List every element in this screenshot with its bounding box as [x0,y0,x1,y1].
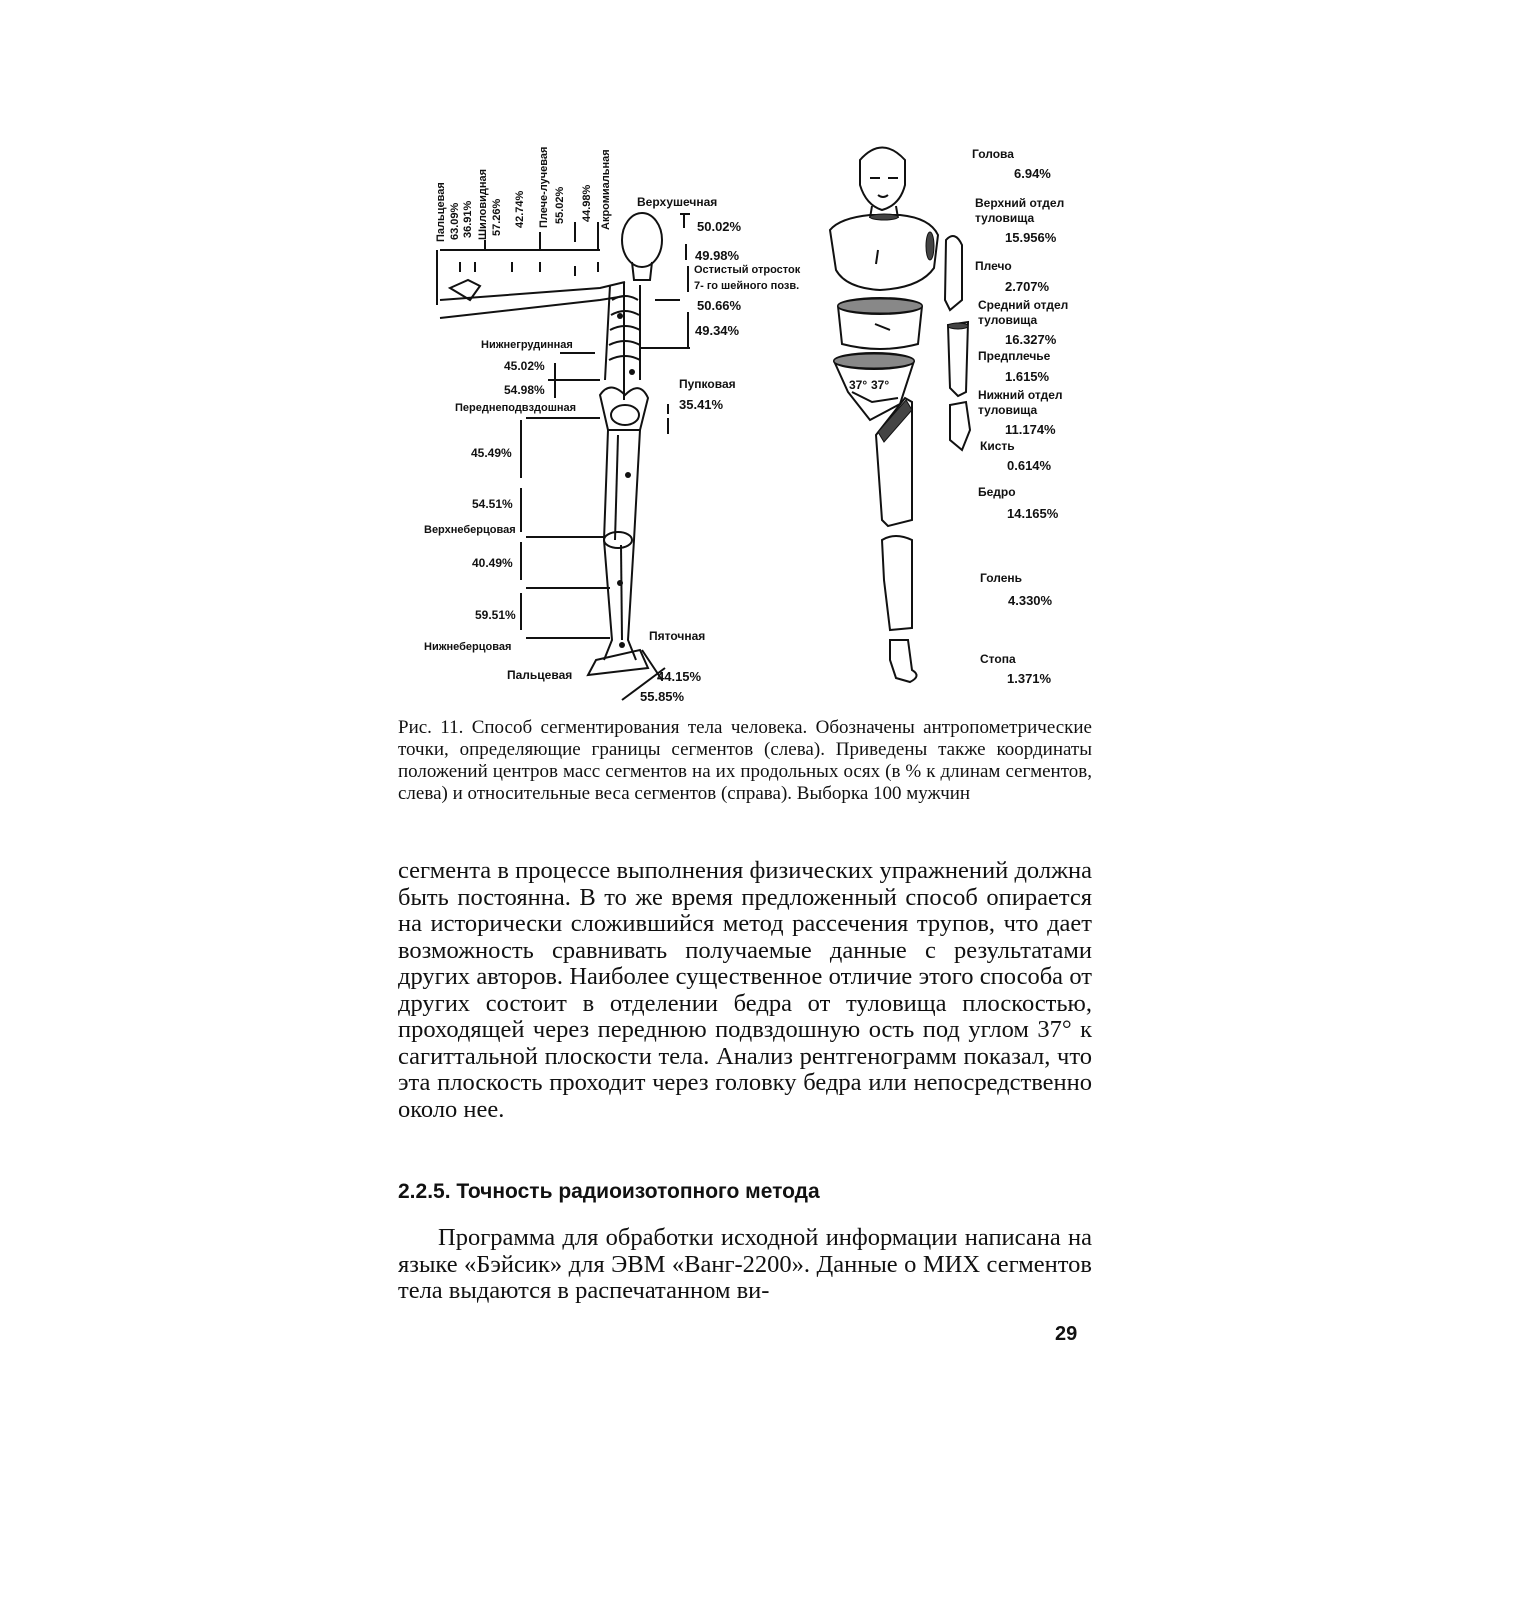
label-pyatochnaya: Пяточная [649,629,706,643]
label-57-26: 57.26% [491,198,503,236]
right-label-lower-trunk: Нижний отдел туловища [978,388,1063,417]
right-value-lower-trunk: 11.174% [1005,422,1056,437]
right-label-plecho: Плечо [975,259,1012,273]
label-55-02: 55.02% [554,186,566,224]
label-54-98: 54.98% [504,383,545,397]
label-pupkovaya: Пупковая [679,377,736,391]
paragraph-2: Программа для обработки исходной информации написана на языке «Бэйсик» для ЭВМ «Ванг-2200». Данные о МИХ сегментов тела выдаются в распечатанном ви- [398,1224,1092,1304]
right-value-plecho: 2.707% [1005,279,1050,294]
label-nizhnebertsovaya: Нижнеберцовая [424,641,512,653]
angle-left: 37° [849,378,868,392]
label-perednepodvzdoshnaya: Переднеподвздошная [455,402,577,414]
right-label-middle-trunk: Средний отдел туловища [978,298,1069,327]
page-number: 29 [1055,1323,1078,1345]
right-value-predplechye: 1.615% [1005,369,1050,384]
label-42-74: 42.74% [514,190,526,228]
right-label-kist: Кисть [980,439,1015,453]
right-value-bedro: 14.165% [1007,506,1059,521]
label-44-15: 44.15% [657,669,702,684]
right-label-stopa: Стопа [980,652,1016,666]
label-ostisty-2: 7- го шейного позв. [694,280,800,292]
label-55-85: 55.85% [640,689,685,704]
right-value-upper-trunk: 15.956% [1005,230,1057,245]
label-63-09: 63.09% [449,202,461,240]
label-45-49: 45.49% [471,446,512,460]
figure-drawing [0,0,1518,710]
label-paltsevaya-top: Пальцевая [435,182,447,242]
paragraph-1: сегмента в процессе выполнения физических упражнений должна быть постоянна. В то же время предложенный способ опирается на исторически сложившийся метод рассечения трупов, что дает возможность сравнивать получаемые данные с результатами других авторов. Наиболее существенное отличие этого способа от других состоит в отделении бедра от туловища плоскостью, проходящей через переднюю подвздошную ость под углом 37° к сагиттальной плоскости тела. Анализ рентгенограмм показал, что эта плоскость проходит через головку бедра или непосредственно около нее. [398,857,1092,1123]
label-44-98: 44.98% [581,184,593,222]
label-50-02: 50.02% [697,219,742,234]
label-50-66: 50.66% [697,298,742,313]
right-value-kist: 0.614% [1007,458,1052,473]
label-akromialnaya: Акромиальная [600,149,612,230]
right-label-bedro: Бедро [978,485,1016,499]
right-label-golova: Голова [972,147,1014,161]
figure-caption: Рис. 11. Способ сегментирования тела человека. Обозначены антропометрические точки, определяющие границы сегментов (слева). Приведены также координаты положений центров масс сегментов на их продольных осях (в % к длинам сегментов, слева) и относительные веса сегментов (справа). Выборка 100 мужчин [398,717,1092,804]
section-heading: 2.2.5. Точность радиоизотопного метода [398,1180,820,1203]
label-ostisty-1: Остистый отросток [694,264,801,276]
label-shilovidnaya: Шиловидная [477,168,489,240]
right-label-upper-trunk: Верхний отдел туловища [975,196,1065,225]
label-49-34: 49.34% [695,323,740,338]
label-45-02: 45.02% [504,359,545,373]
right-value-golova: 6.94% [1014,166,1051,181]
figure [0,0,1518,710]
label-36-91: 36.91% [462,200,474,238]
label-59-51: 59.51% [475,608,516,622]
right-label-golen: Голень [980,571,1022,585]
label-pleche-luchevaya: Плече-лучевая [538,146,550,228]
right-value-middle-trunk: 16.327% [1005,332,1057,347]
right-label-predplechye: Предплечье [978,349,1051,363]
label-paltsevaya-foot: Пальцевая [507,668,573,682]
label-40-49: 40.49% [472,556,513,570]
label-49-98: 49.98% [695,248,740,263]
right-value-golen: 4.330% [1008,593,1053,608]
label-54-51: 54.51% [472,497,513,511]
label-verhnebertsovaya: Верхнеберцовая [424,524,516,536]
label-35-41: 35.41% [679,397,724,412]
right-value-stopa: 1.371% [1007,671,1052,686]
label-verhushechnaya: Верхушечная [637,195,718,209]
label-nizhnegrudinnaya: Нижнегрудинная [481,339,573,351]
angle-right: 37° [871,378,890,392]
